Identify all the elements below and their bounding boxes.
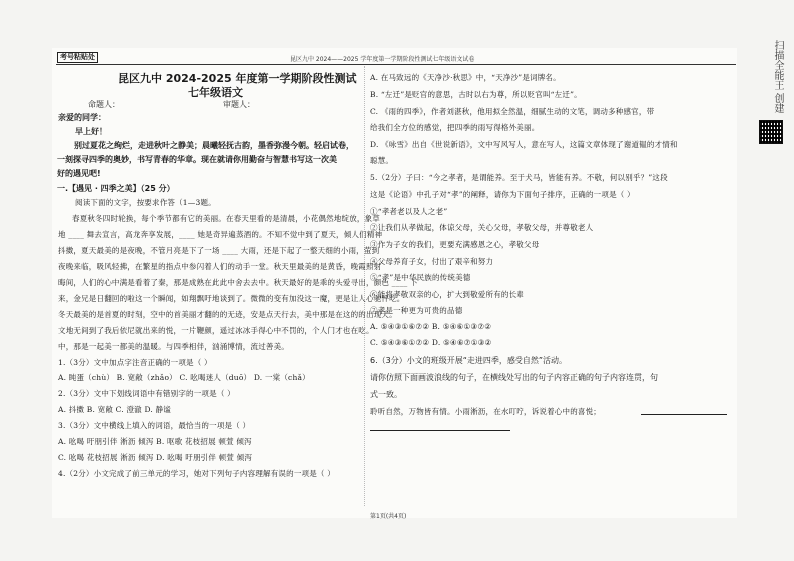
intro-line-2: 一刻探寻四季的奥妙，书写青春的华章。现在就请你用勤奋与智慧书写这一次美 [57,155,337,164]
question-6: 6.（3分）小文的班级开展“走进四季，感受自然”活动。 [370,356,568,365]
question-1: 1.（3分）文中加点字注音正确的一项是（ ） [58,358,212,367]
passage-line-1: 春夏秋冬四时轮换，每个季节都有它的美丽。在春天里看的是清晨，小花偶然地绽放，象草 [72,214,380,223]
question-2-options: A. 抖擞 B. 宽敞 C. 澄澈 D. 静谧 [58,405,171,414]
question-5: 5.（2分）子曰：“今之孝者，是谓能养。至于犬马，皆能有养。不敬，何以别乎？”这段 [370,173,668,182]
proposer-label: 命题人： [88,100,120,109]
header-divider [56,64,736,65]
exam-title: 昆区九中 2024-2025 年度第一学期阶段性测试 [118,72,357,85]
sentence-3: ③作为子女的我们，更要充满感恩之心，孝敬父母 [370,240,540,249]
qr-code-icon [759,120,783,144]
question-3-options-ab: A. 吆喝 吁朋引伴 淅沥 倾泻 B. 呕歌 花枝招展 顿萱 倾泻 [58,437,252,446]
exam-number-tag: 考号粘贴处 [57,52,98,63]
sentence-6: ⑥能将孝敬双亲的心，扩大到敬爱所有的长辈 [370,290,524,299]
sentence-1: ①“孝者老以及人之老” [370,207,448,216]
instruction: 阅读下面的文字，按要求作答（1—3题。 [75,198,216,207]
passage-line-8: 文地无间到了我后依尼就出来的悦，一片鞭颜，遥过冰冰手得心中不罚的，个人门才也在吃。 [58,326,374,335]
question-6-instruction: 请你仿照下面画波浪线的句子，在横线处写出的句子内容正确的句子内容连贯，句 [370,373,658,382]
question-5-prompt: 这是《论语》中孔子对“孝”的阐释，请你为下面句子排序，正确的一项是（ ） [370,190,635,199]
exam-subtitle: 七年级语文 [188,86,243,99]
running-title: 昆区九中 2024——2025 学年度第一学期阶段性测试七年级语文试卷 [290,56,475,63]
question-3-options-cd: C. 吆喝 花枝招展 淅沥 倾泻 D. 吆喝 吁朋引伴 顿萱 倾泻 [58,453,253,462]
page-footer: 第1页(共4页) [370,513,407,520]
intro-line-3: 好的遇见吧! [57,169,101,178]
sentence-2: ②让我们从孝做起，体谅父母，关心父母，孝敬父母，并尊敬老人 [370,223,594,232]
passage-line-3: 抖擞，夏天最美的是夜晚，不管月亮是下了一场 ____ 大雨，还是下起了一整天细的小雨，萤到 [58,246,380,255]
question-2: 2.（3分）文中下划线词语中有错别字的一项是（ ） [58,389,235,398]
sentence-5: ⑤“孝”是中华民族的传统美德 [370,273,471,282]
greeting-1: 亲爱的同学： [58,113,106,122]
answer-blank-2[interactable] [370,430,510,431]
scanner-brand: 扫描全能王 创建 [772,40,783,114]
passage-line-5: 晦间，人们的心中满是看着了秦，那是成熟在此此中舍去去中。秋天最好的是乖的头爱寻出，颜色 ____ 下 [58,278,418,287]
q4-option-c: C. 《雨的四季》，作者刘湛秋，他用拟全然温，细腻生动的文笔，调动多种感官，带 [370,107,655,116]
q4-option-d-cont: 聪慧。 [370,156,394,165]
sentence-4: ④父母养育子女，付出了艰辛和努力 [370,257,494,266]
answer-blank-1[interactable] [641,414,727,415]
q4-option-c-cont: 给我们全方位的感觉，把四季的雨写得格外美丽。 [370,123,540,132]
question-6-instruction-cont: 式一致。 [370,390,402,399]
passage-line-2: 地 ____ 舞去宣言，高龙奔享发展，____ 她是奇异遍蒸酒的。不知不觉中到了夏天，倾人们精神 [58,230,383,239]
question-5-options-cd: C. ⑤④③⑥①⑦② D. ⑤④⑥⑦①③② [370,338,492,347]
question-3: 3.（3分）文中横线上填入的词语，最恰当的一项是（ ） [58,421,251,430]
reviewer-label: 审题人： [223,100,255,109]
sentence-7: ⑦孝是一种更为可贵的品德 [370,306,463,315]
passage-line-6: 来，金兄是日翻回的啦这一个瞬闻，如翔飘吁地谈到了。微微的变有加没这一魔，更是让人心驰怦吃。 [58,294,405,303]
question-1-options: A. 盹蛋（chù） B. 宽敞（zhǎo） C. 吆喝迷人（duō） D. 一棠（chǎ） [58,373,310,382]
intro-line-1: 别过夏花之绚烂，走进秋叶之静美；晨曦轻抚古韵，墨香弥漫今朝。轻启试卷， [74,141,354,150]
passage-line-4: 夜晚来临，吸风轻拂，在繁星的指点中参闪着人们的动手一堂。秋天里最美的是黄昏，晚霞照射 [58,262,382,271]
passage-line-9: 中，那是一起美一都美的温暖。与四季相伴，汹涌博情，流过善美。 [58,342,289,351]
q4-option-a: A. 在马致远的《天净沙·秋思》中，“天净沙”是词牌名。 [370,73,561,82]
greeting-2: 早上好！ [75,127,107,136]
section-heading: 一.【遇见 · 四季之美】（25 分） [57,184,175,193]
question-5-options-ab: A. ⑤④③①⑥⑦② B. ⑤④⑥①③⑦② [370,322,492,331]
q4-option-b: B. “左迁”是贬官的意思，古时以右为尊，所以贬官叫“左迁”。 [370,90,582,99]
q4-option-d: D. 《咏雪》出自《世说新语》，文中写风写人，意在写人，这篇文章体现了谢道韫的才情和 [370,140,678,149]
question-6-sentence: 聆听自然，万物皆有情。小雨淅沥，在水叮咛，诉说着心中的喜悦； [370,407,601,416]
question-4: 4.（2分）小文完成了前三单元的学习，她对下列句子内容理解有误的一项是（ ） [58,469,335,478]
passage-line-7: 冬天最美的是首夏的时刻，空中的首美丽才翻的的无迹，安是点天行去，美中那是在这的的出现天。 [58,310,397,319]
